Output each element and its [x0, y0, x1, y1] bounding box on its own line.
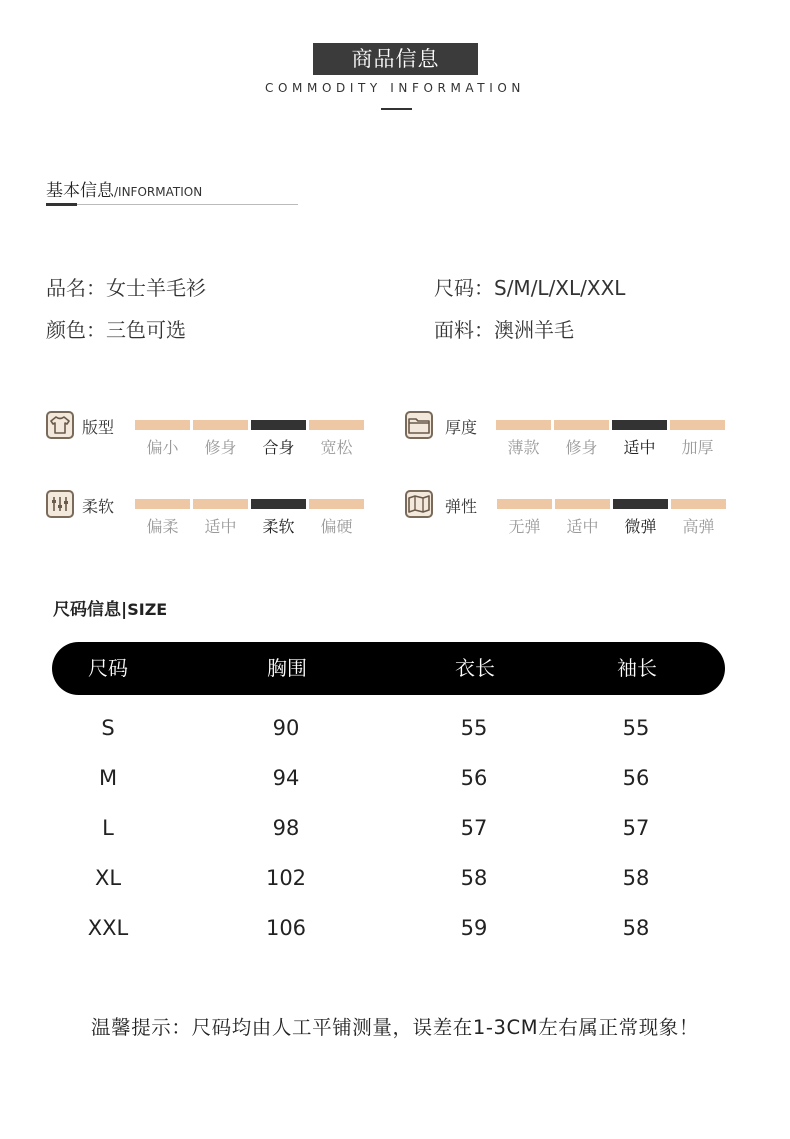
- scale-option-label: 适中: [566, 517, 599, 536]
- table-cell: 56: [460, 766, 488, 790]
- table-cell: L: [102, 816, 114, 840]
- basic-info-heading: [46, 176, 202, 201]
- basic-info-divider-accent: [46, 203, 77, 206]
- table-cell: 58: [622, 866, 650, 890]
- table-cell: 102: [265, 866, 307, 890]
- table-cell: 58: [460, 866, 488, 890]
- property-label: 厚度: [445, 418, 478, 437]
- size-heading-separator: |: [121, 600, 128, 620]
- size-heading: [53, 595, 167, 620]
- product-name: 品名：女士羊毛衫: [46, 276, 206, 300]
- table-cell: 58: [622, 916, 650, 940]
- size-table-header: [52, 642, 725, 695]
- table-cell: 56: [622, 766, 650, 790]
- table-cell: 57: [460, 816, 488, 840]
- scale-segment: [670, 420, 725, 430]
- table-cell: XL: [94, 866, 122, 890]
- measurement-note: 温馨提示：尺码均由人工平铺测量，误差在1-3CM左右属正常现象！: [91, 1016, 699, 1039]
- map-icon: [405, 490, 433, 518]
- property-label: 版型: [82, 418, 115, 437]
- scale-segment: [496, 420, 551, 430]
- scale-option-label: 适中: [204, 517, 237, 536]
- property-label: 柔软: [82, 497, 115, 516]
- size-table-header-cell: 衣长: [455, 656, 495, 680]
- sliders-icon: [46, 490, 74, 518]
- table-cell: 94: [272, 766, 300, 790]
- scale-option-label: 高弹: [682, 517, 715, 536]
- scale-segment-selected: [251, 499, 306, 509]
- property-label: 弹性: [445, 497, 478, 516]
- page-title: 商品信息: [313, 43, 478, 75]
- scale-option-label: 加厚: [681, 438, 714, 457]
- scale-segment: [135, 420, 190, 430]
- table-cell: 98: [272, 816, 300, 840]
- basic-info-divider: [46, 204, 298, 205]
- scale-segment: [135, 499, 190, 509]
- scale-option-label: 微弹: [624, 517, 657, 536]
- table-cell: 57: [622, 816, 650, 840]
- scale-option-label: 适中: [623, 438, 656, 457]
- table-cell: 59: [460, 916, 488, 940]
- table-cell: M: [98, 766, 118, 790]
- shirt-icon: [46, 411, 74, 439]
- scale-segment-selected: [251, 420, 306, 430]
- folder-icon: [405, 411, 433, 439]
- scale-option-label: 合身: [262, 438, 295, 457]
- scale-segment: [671, 499, 726, 509]
- scale-option-label: 柔软: [262, 517, 295, 536]
- scale-segment: [193, 499, 248, 509]
- table-cell: 55: [622, 716, 650, 740]
- basic-info-heading-en: /INFORMATION: [114, 185, 203, 199]
- size-heading-cn: 尺码信息: [53, 600, 121, 620]
- scale-option-label: 修身: [565, 438, 598, 457]
- scale-option-label: 修身: [204, 438, 237, 457]
- scale-option-label: 无弹: [508, 517, 541, 536]
- scale-segment: [193, 420, 248, 430]
- scale-option-label: 偏硬: [320, 517, 353, 536]
- table-cell: 90: [272, 716, 300, 740]
- product-color: 颜色：三色可选: [46, 318, 186, 342]
- scale-segment: [555, 499, 610, 509]
- size-heading-en: SIZE: [127, 600, 168, 619]
- title-divider: [381, 108, 412, 110]
- table-cell: S: [101, 716, 115, 740]
- table-cell: 55: [460, 716, 488, 740]
- size-table-header-cell: 胸围: [267, 656, 307, 680]
- scale-segment: [309, 499, 364, 509]
- scale-option-label: 宽松: [320, 438, 353, 457]
- scale-segment: [309, 420, 364, 430]
- scale-segment-selected: [613, 499, 668, 509]
- scale-option-label: 薄款: [507, 438, 540, 457]
- product-fabric: 面料：澳洲羊毛: [434, 318, 574, 342]
- basic-info-heading-cn: 基本信息: [46, 181, 114, 201]
- scale-segment: [554, 420, 609, 430]
- size-table-header-cell: 袖长: [617, 656, 657, 680]
- page-subtitle: COMMODITY INFORMATION: [265, 81, 525, 95]
- product-size: 尺码：S/M/L/XL/XXL: [434, 276, 626, 300]
- table-cell: 106: [265, 916, 307, 940]
- scale-segment-selected: [612, 420, 667, 430]
- scale-option-label: 偏柔: [146, 517, 179, 536]
- table-cell: XXL: [87, 916, 129, 940]
- scale-segment: [497, 499, 552, 509]
- size-table-header-cell: 尺码: [88, 656, 128, 680]
- scale-option-label: 偏小: [146, 438, 179, 457]
